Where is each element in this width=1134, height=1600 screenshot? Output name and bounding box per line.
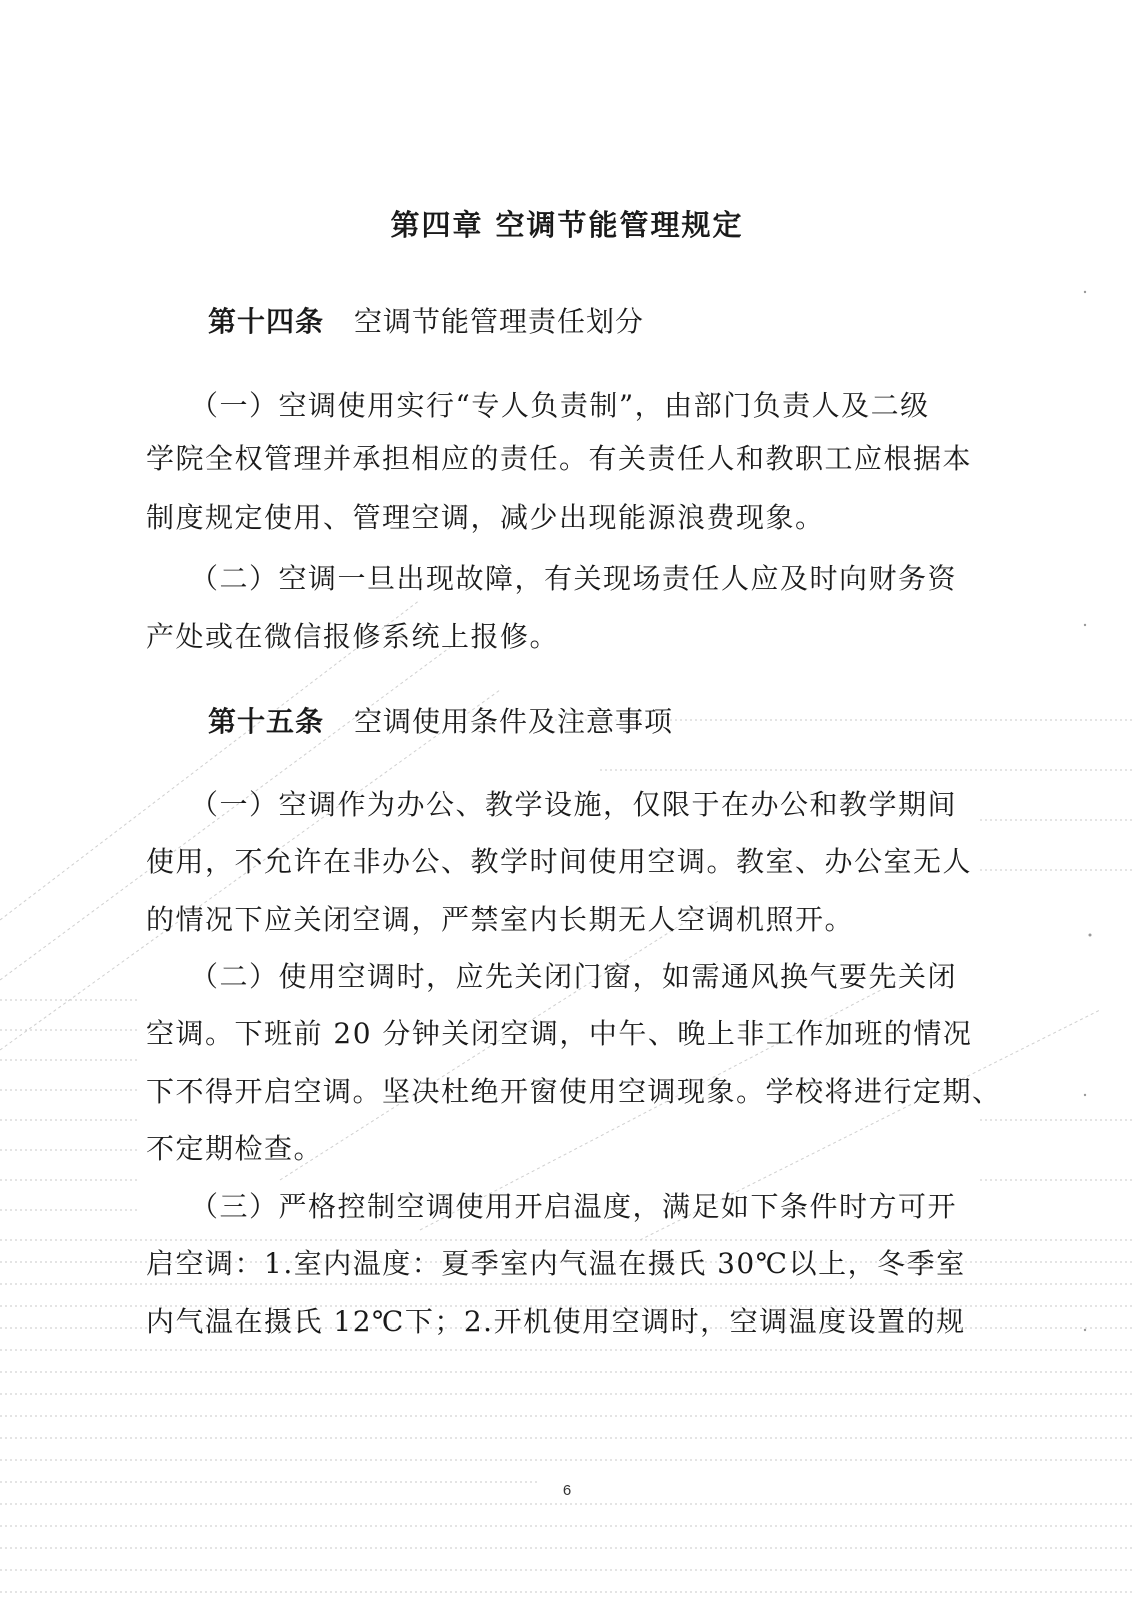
article-14-line: 学院全权管理并承担相应的责任。有关责任人和教职工应根据本	[146, 442, 973, 475]
article-14-line: （二）空调一旦出现故障，有关现场责任人应及时向财务资	[190, 562, 958, 595]
article-15-line: （三）严格控制空调使用开启温度，满足如下条件时方可开	[190, 1190, 958, 1223]
article-14-line: （一）空调使用实行“专人负责制”，由部门负责人及二级	[190, 389, 930, 422]
article-15-line: 使用，不允许在非办公、教学时间使用空调。教室、办公室无人	[146, 845, 973, 878]
article-15-number: 第十五条	[208, 705, 325, 738]
article-14-heading	[208, 300, 644, 340]
article-15-line: 不定期检查。	[146, 1132, 324, 1165]
page-number: 6	[562, 1482, 572, 1499]
article-15-line: 下不得开启空调。坚决杜绝开窗使用空调现象。学校将进行定期、	[146, 1075, 1002, 1108]
article-15-line: 的情况下应关闭空调，严禁室内长期无人空调机照开。	[146, 903, 855, 936]
article-15-line: （二）使用空调时，应先关闭门窗，如需通风换气要先关闭	[190, 960, 958, 993]
article-14-line: 制度规定使用、管理空调，减少出现能源浪费现象。	[146, 501, 825, 534]
article-15-line: （一）空调作为办公、教学设施，仅限于在办公和教学期间	[190, 788, 958, 821]
chapter-title: 第四章 空调节能管理规定	[390, 208, 744, 242]
article-15-line: 启空调：1.室内温度：夏季室内气温在摄氏 30℃以上，冬季室	[146, 1247, 966, 1280]
article-14-number: 第十四条	[208, 305, 325, 338]
article-15-line: 空调。下班前 20 分钟关闭空调，中午、晚上非工作加班的情况	[146, 1017, 973, 1050]
article-14-title: 空调节能管理责任划分	[354, 305, 645, 338]
article-15-heading	[208, 700, 673, 740]
article-14-line: 产处或在微信报修系统上报修。	[146, 620, 560, 653]
article-15-title: 空调使用条件及注意事项	[354, 705, 674, 738]
article-15-line: 内气温在摄氏 12℃下；2.开机使用空调时，空调温度设置的规	[146, 1305, 966, 1338]
